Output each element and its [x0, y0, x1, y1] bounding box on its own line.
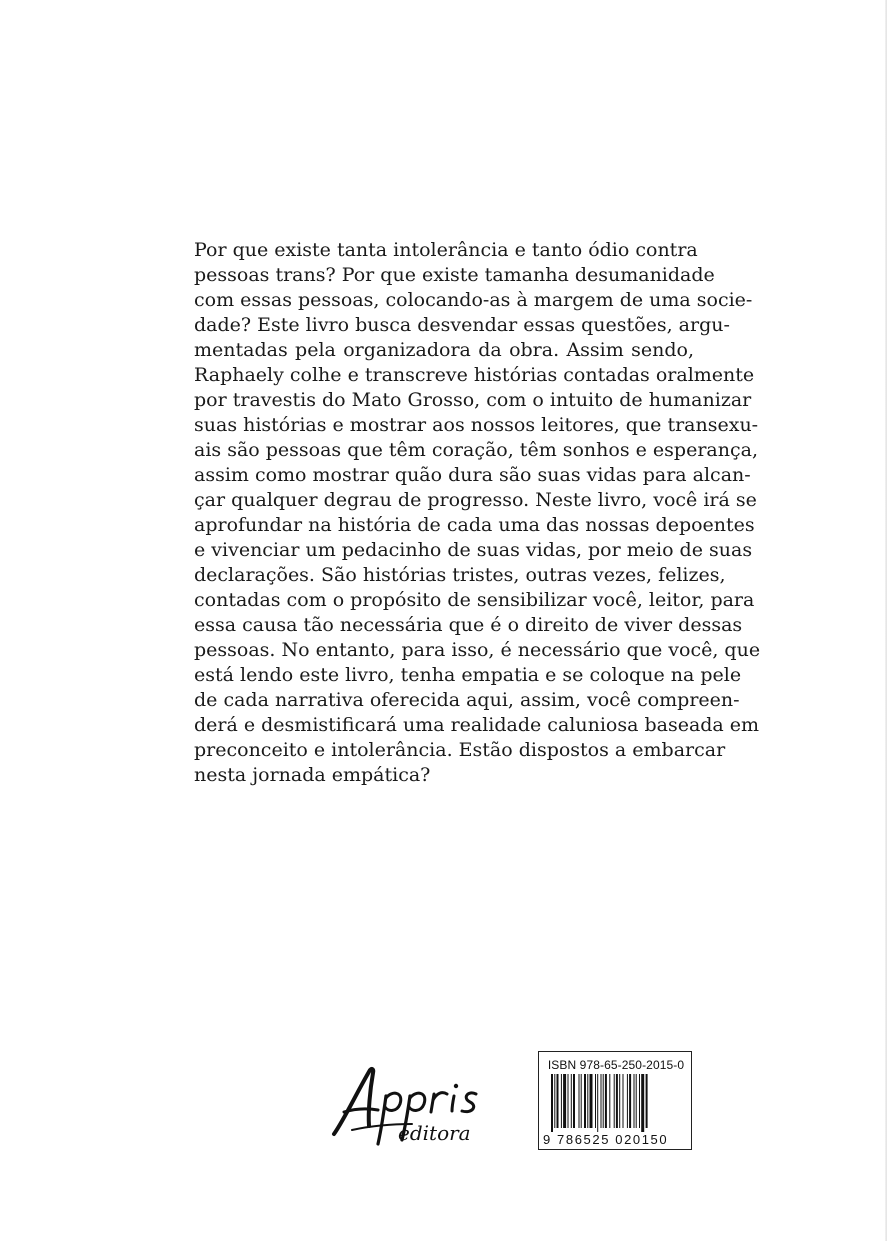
blurb-line: por travestis do Mato Grosso, com o intuito de humanizar — [194, 389, 752, 411]
barcode-bar — [609, 1074, 610, 1128]
barcode-bars — [551, 1074, 681, 1132]
blurb-line: Raphaely colhe e transcreve histórias contadas oralmente — [194, 364, 755, 386]
blurb-line: essa causa tão necessária que é o direito de viver dessas — [194, 614, 743, 636]
barcode-bar — [551, 1074, 553, 1132]
barcode-bar — [623, 1074, 624, 1128]
blurb-line: declarações. São histórias tristes, outras vezes, felizes, — [194, 564, 726, 586]
barcode-bar — [636, 1074, 637, 1128]
barcode-bar — [597, 1074, 598, 1132]
barcode-bar — [646, 1074, 648, 1128]
barcode-bar — [595, 1074, 596, 1128]
barcode-bar — [573, 1074, 575, 1128]
barcode-bar — [641, 1074, 644, 1132]
blurb-line: com essas pessoas, colocando-as à margem de uma socie- — [194, 289, 753, 311]
isbn-barcode — [538, 1051, 692, 1150]
barcode-bar — [639, 1074, 640, 1128]
blurb-line: çar qualquer degrau de progresso. Neste livro, você irá se — [194, 489, 757, 511]
blurb-line: de cada narrativa oferecida aqui, assim, você compreen- — [194, 689, 740, 711]
barcode-bar — [616, 1074, 618, 1128]
barcode-bar — [605, 1074, 607, 1128]
barcode-bar — [614, 1074, 615, 1128]
logo-subtext: editora — [398, 1121, 471, 1145]
barcode-bar — [561, 1074, 562, 1128]
blurb-line: derá e desmistificará uma realidade caluniosa baseada em — [194, 714, 760, 736]
blurb-line: e vivenciar um pedacinho de suas vidas, por meio de suas — [194, 539, 753, 561]
blurb-line: contadas com o propósito de sensibilizar você, leitor, para — [194, 589, 755, 611]
barcode-bar — [587, 1074, 588, 1128]
blurb-line: está lendo este livro, tenha empatia e se coloque na pele — [194, 664, 742, 686]
barcode-bar — [590, 1074, 593, 1128]
barcode-digits: 9 786525 020150 — [543, 1132, 669, 1147]
barcode-bar — [603, 1074, 604, 1128]
barcode-bar — [627, 1074, 628, 1128]
blurb-line: Por que existe tanta intolerância e tanto ódio contra — [194, 239, 698, 261]
blurb-line: dade? Este livro busca desvendar essas questões, argu- — [194, 314, 730, 336]
blurb-line: nesta jornada empática? — [194, 764, 431, 786]
blurb-line: suas histórias e mostrar aos nossos leitores, que transexu- — [194, 414, 759, 436]
barcode-bar — [634, 1074, 635, 1128]
blurb-line: pessoas. No entanto, para isso, é necessário que você, que — [194, 639, 761, 661]
blurb-line: mentadas pela organizadora da obra. Assim sendo, — [194, 339, 694, 361]
barcode-bar — [629, 1074, 631, 1128]
barcode-bar — [557, 1074, 559, 1128]
blurb-line: aprofundar na história de cada uma das nossas depoentes — [194, 514, 755, 536]
blurb-line: pessoas trans? Por que existe tamanha desumanidade — [194, 264, 715, 286]
blurb-line: assim como mostrar quão dura são suas vidas para alcan- — [194, 464, 751, 486]
back-cover-blurb — [194, 238, 761, 788]
barcode-bar — [601, 1074, 602, 1128]
barcode-bar — [584, 1074, 586, 1128]
isbn-label: ISBN 978-65-250-2015-0 — [547, 1058, 685, 1072]
barcode-bar — [563, 1074, 566, 1128]
blurb-line: preconceito e intolerância. Estão dispostos a embarcar — [194, 739, 726, 761]
barcode-bar — [619, 1074, 620, 1128]
barcode-bar — [554, 1074, 555, 1128]
blurb-line: ais são pessoas que têm coração, têm sonhos e esperança, — [194, 439, 758, 461]
barcode-bar — [568, 1074, 569, 1128]
appris-editora-logo — [330, 1060, 505, 1145]
barcode-bar — [581, 1074, 582, 1128]
barcode-bar — [579, 1074, 580, 1128]
barcode-bar — [571, 1074, 572, 1128]
